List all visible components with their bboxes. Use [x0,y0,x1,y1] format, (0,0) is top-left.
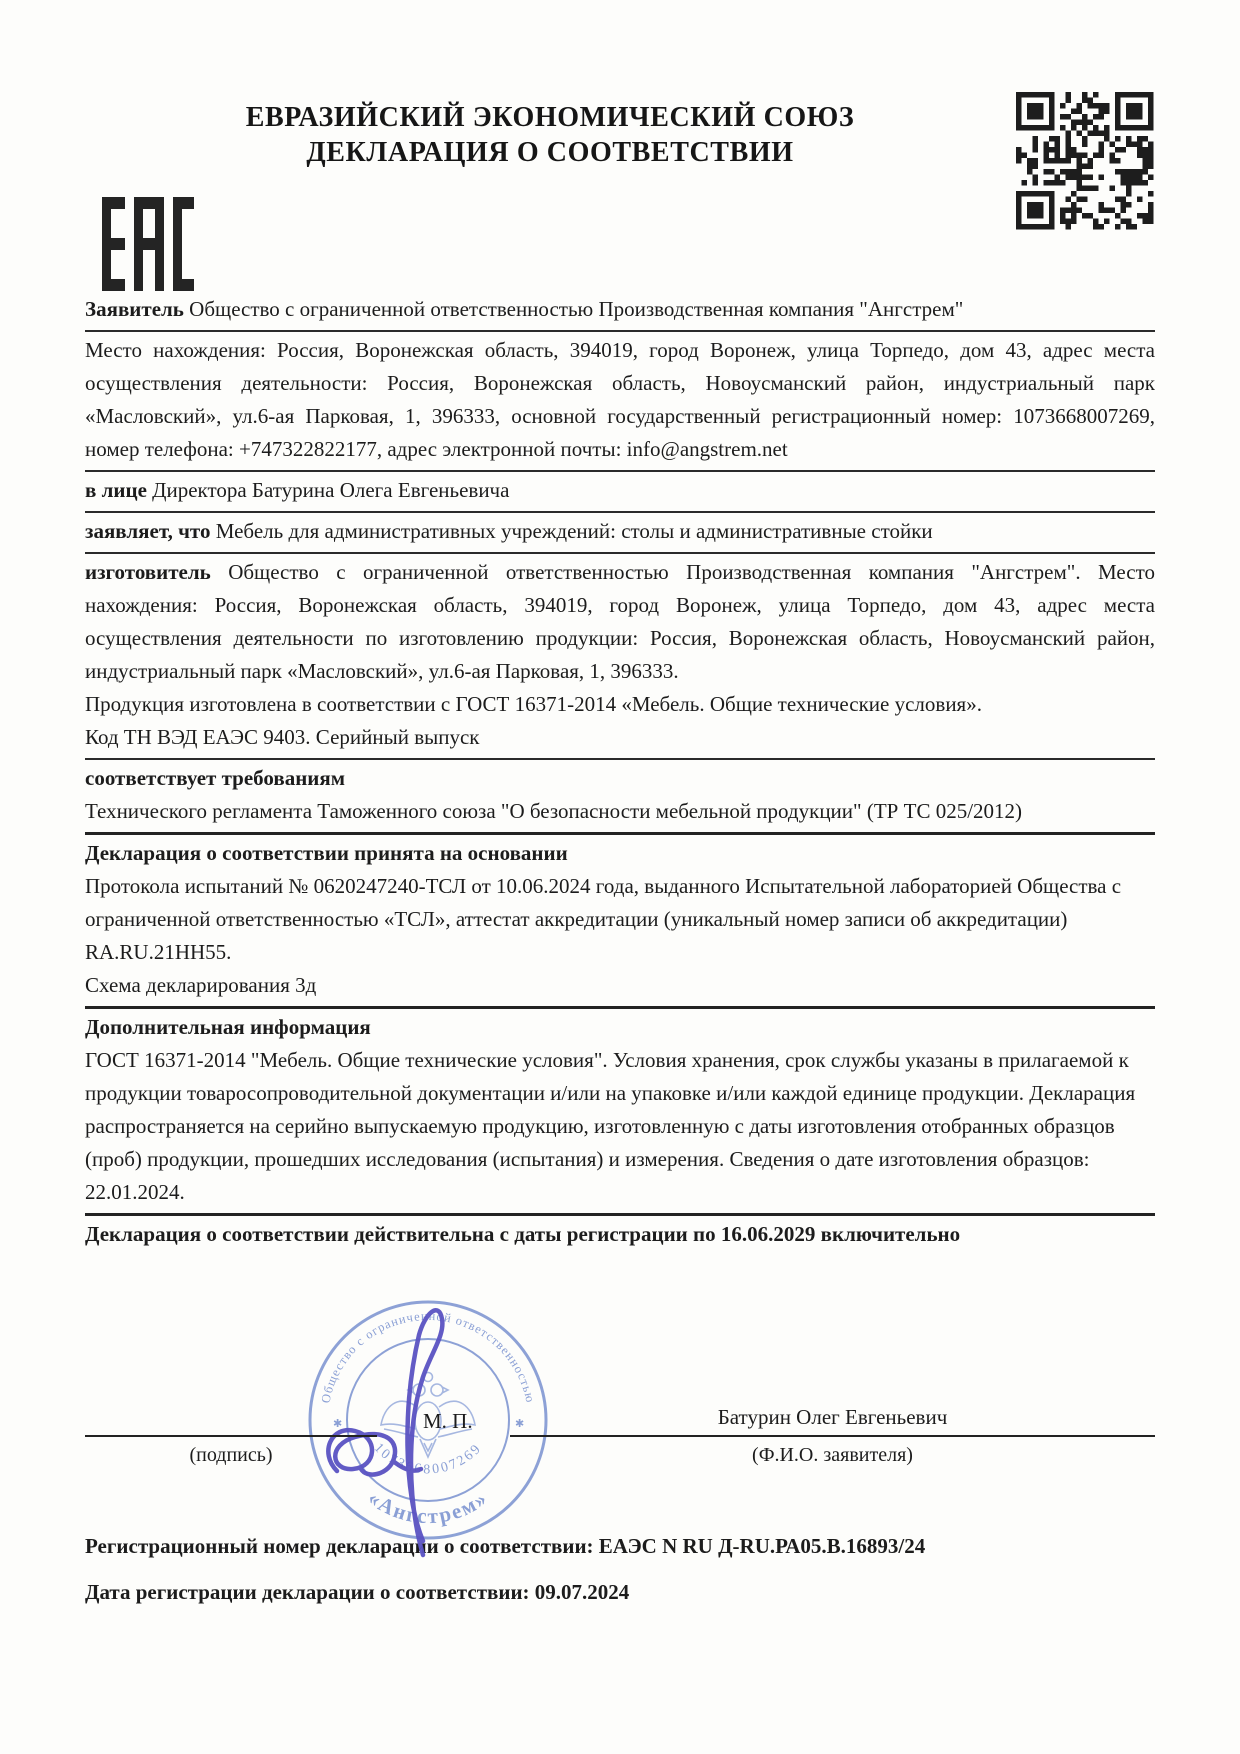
document-title [60,100,1040,170]
document-body [85,291,1155,1605]
address-text: Место нахождения: Россия, Воронежская область, 394019, город Воронеж, улица Торпедо, дом 43, адрес места осуществления деятельности: Россия, Воронежская область, Новоусманский район, индустриальный парк «Масловский», ул.6-ая Парковая, 1, 396333, основной государственный регистрационный номер: 1073668007269, номер телефона: +747322822177, адрес электронной почты: info@angstrem.net [85,338,1155,461]
manufacturer-text: Общество с ограниченной ответственностью Производственная компания "Ангстрем". Место нахождения: Россия, Воронежская область, 394019, город Воронеж, улица Торпедо, дом 43, адрес места осуществления деятельности по изготовлению продукции: Россия, Воронежская область, Новоусманский район, индустриальный парк «Масловский», ул.6-ая Парковая, 1, 396333. [85,560,1155,683]
stamp-ring-text: Общество с ограниченной ответственностью [318,1308,538,1405]
registration-date-line: Дата регистрации декларации о соответствии: 09.07.2024 [85,1580,630,1604]
registration-number-line: Регистрационный номер декларации о соответствии: ЕАЭС N RU Д-RU.РА05.В.16893/24 [85,1534,926,1558]
complies-label: соответствует требованиям [85,766,346,790]
basis-text: Протокола испытаний № 0620247240-ТСЛ от 10.06.2024 года, выданного Испытательной лабораторией Общества с ограниченной ответственностью «ТСЛ», аттестат аккредитации (уникальный номер записи об аккредитации) RA.RU.21НН55. [85,874,1122,964]
stamp-star-left: ✱ [333,1418,343,1430]
signer-caption: (Ф.И.О. заявителя) [752,1444,913,1466]
title-line-1: ЕВРАЗИЙСКИЙ ЭКОНОМИЧЕСКИЙ СОЮЗ [245,102,855,133]
section-manufacturer [85,554,1155,760]
svg-text:1073668007269 [371,1441,486,1478]
declares-label: заявляет, что [85,519,211,543]
seal-place-abbr: М. П. [423,1409,473,1433]
section-applicant [85,291,1155,332]
eac-conformity-mark-icon [102,197,194,296]
manufacturer-paragraph [85,556,1155,688]
stamp-star-right: ✱ [515,1418,525,1430]
represented-by-label: в лице [85,478,147,502]
basis-label: Декларация о соответствии принята на основании [85,841,568,865]
svg-text:Общество с ограниченной ответс [318,1309,537,1404]
stamp-company-name: «Ангстрем» [363,1485,493,1529]
applicant-label: Заявитель [85,297,184,321]
applicant-text: Общество с ограниченной ответственностью Производственная компания "Ангстрем" [189,297,964,321]
section-basis [85,835,1155,1009]
section-additional-info [85,1009,1155,1216]
represented-by-text: Директора Батурина Олега Евгеньевича [152,478,510,502]
section-validity: Декларация о соответствии действительна с даты регистрации по 16.06.2029 включительно [85,1222,961,1246]
svg-text:«Ангстрем» [364,1485,493,1528]
signer-name-line [510,1435,1155,1437]
additional-info-label: Дополнительная информация [85,1015,371,1039]
manufacturer-tnved-line: Код ТН ВЭД ЕАЭС 9403. Серийный выпуск [85,725,480,749]
declares-text: Мебель для административных учреждений: столы и административные стойки [215,519,933,543]
signer-name: Батурин Олег Евгеньевич [717,1405,948,1429]
title-line-2: ДЕКЛАРАЦИЯ О СООТВЕТСТВИИ [306,137,794,168]
complies-text: Технического регламента Таможенного союза "О безопасности мебельной продукции" (ТР ТС 025/2012) [85,799,1023,823]
section-complies [85,760,1155,835]
qr-code-icon [1016,92,1156,232]
basis-scheme-line: Схема декларирования 3д [85,973,317,997]
manufacturer-gost-line: Продукция изготовлена в соответствии с ГОСТ 16371-2014 «Мебель. Общие технические условия». [85,692,982,716]
additional-info-text: ГОСТ 16371-2014 "Мебель. Общие технические условия". Условия хранения, срок службы указаны в прилагаемой к продукции товаросопроводительной документации и/или на упаковке и/или каждой единице продукции. Декларация распространяется на серийно выпускаемую продукцию, изготовленную с даты изготовления отобранных образцов (проб) продукции, прошедших исследования (испытания) и измерения. Сведения о дате изготовления образцов: 22.01.2024. [85,1048,1136,1204]
stamp-ogrn-number: 1073668007269 [370,1440,486,1478]
section-declares [85,513,1155,554]
manufacturer-label: изготовитель [85,560,211,584]
signature-line [85,1435,377,1437]
section-address [85,332,1155,472]
signature-area [85,1255,1155,1529]
signature-caption: (подпись) [189,1444,273,1466]
section-represented-by [85,472,1155,513]
